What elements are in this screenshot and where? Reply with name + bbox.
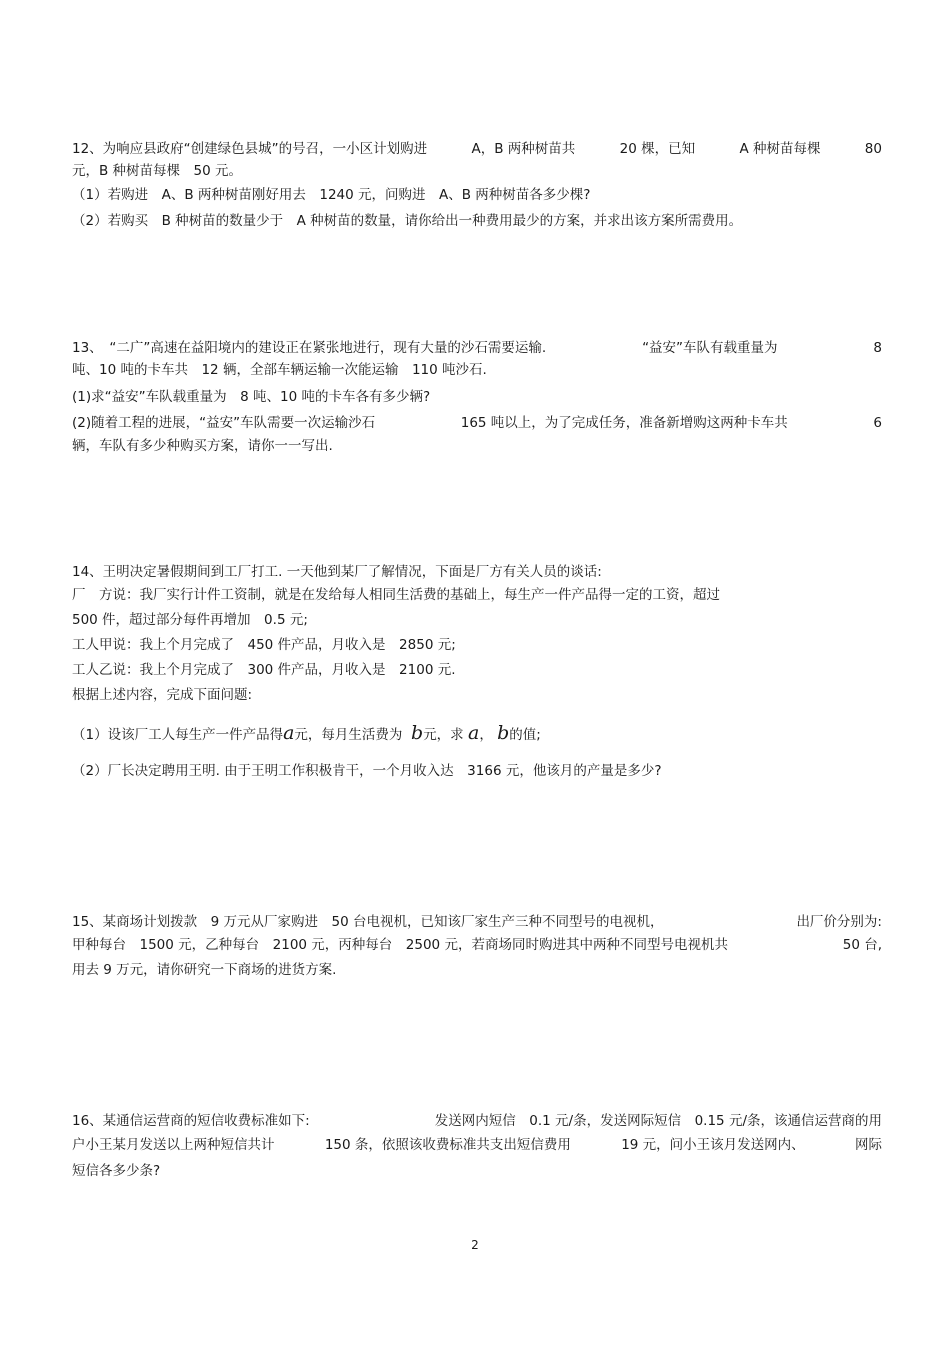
q12-line-4: （2）若购买 B 种树苗的数量少于 A 种树苗的数量，请你给出一种费用最少的方案，并求出该方案所需费用。 [72,213,743,229]
text-segment: 19 元，问小王该月发送网内、 [621,1137,805,1153]
variable-b: b [497,722,510,744]
text-segment: “益安”车队有载重量为 [642,340,778,356]
text-segment: 20 棵，已知 [619,141,696,157]
q12-line-1 [72,140,882,158]
q12-line-3: （1）若购进 A、B 两种树苗刚好用去 1240 元，问购进 A、B 两种树苗各多少棵? [72,187,591,203]
q16-line-3: 短信各多少条? [72,1163,161,1179]
page-number: 2 [471,1238,479,1252]
text-segment: 户小王某月发送以上两种短信共计 [72,1137,275,1153]
q14-line-1: 14、王明决定暑假期间到工厂打工. 一天他到某厂了解情况，下面是厂方有关人员的谈话: [72,564,602,580]
q14-line-6: 根据上述内容，完成下面问题: [72,687,253,703]
q15-line-3: 用去 9 万元，请你研究一下商场的进货方案. [72,962,337,978]
text-segment: 6 [873,415,882,431]
text-segment: 13、 “二广”高速在益阳境内的建设正在紧张地进行，现有大量的沙石需要运输. [72,340,547,356]
variable-a: a [283,722,295,744]
text-segment: A，B 两种树苗共 [471,141,576,157]
q14-line-8: （2）厂长决定聘用王明. 由于王明工作积极肯干，一个月收入达 3166 元，他该月的产量是多少? [72,763,662,779]
text-segment: A 种树苗每棵 [739,141,821,157]
q13-line-3: (1)求“益安”车队载重量为 8 吨、10 吨的卡车各有多少辆? [72,389,431,405]
q16-line-2 [72,1136,882,1154]
q14-line-2: 厂 方说：我厂实行计件工资制，就是在发给每人相同生活费的基础上，每生产一件产品得一定的工资，超过 [72,587,720,603]
q14-line-3: 500 件，超过部分每件再增加 0.5 元; [72,612,308,628]
text-segment: 16、某通信运营商的短信收费标准如下: [72,1113,310,1129]
text-segment: 12、为响应县政府“创建绿色县城”的号召，一小区计划购进 [72,141,428,157]
text-segment: 50 台, [842,937,882,953]
q12-line-2: 元，B 种树苗每棵 50 元。 [72,163,243,179]
q14-line-7 [72,724,882,744]
text-segment: (2)随着工程的进展，“益安”车队需要一次运输沙石 [72,415,376,431]
q13-line-4 [72,414,882,432]
q15-line-1 [72,913,882,931]
text-segment: 165 吨以上，为了完成任务，准备新增购这两种卡车共 [460,415,788,431]
variable-a: a [467,722,480,744]
text-segment: 15、某商场计划拨款 9 万元从厂家购进 50 台电视机，已知该厂家生产三种不同型号的电视机， [72,914,664,930]
variable-b: b [411,722,424,744]
q15-line-2 [72,936,882,954]
text-segment: 元，求 [423,727,464,743]
text-segment: 网际 [854,1137,882,1153]
text-segment: ， [479,727,493,743]
q14-line-4: 工人甲说：我上个月完成了 450 件产品，月收入是 2850 元; [72,637,456,653]
text-segment: 的值; [509,727,541,743]
q13-line-2: 吨、10 吨的卡车共 12 辆，全部车辆运输一次能运输 110 吨沙石. [72,362,487,378]
text-segment: 8 [873,340,882,356]
text-segment: 发送网内短信 0.1 元/条，发送网际短信 0.15 元/条，该通信运营商的用 [434,1113,882,1129]
q13-line-5: 辆，车队有多少种购买方案，请你一一写出. [72,438,333,454]
q16-line-1 [72,1112,882,1130]
text-segment: 元，每月生活费为 [294,727,403,743]
text-segment: 80 [864,141,882,157]
q13-line-1 [72,339,882,357]
text-segment: 甲种每台 1500 元，乙种每台 2100 元，丙种每台 2500 元，若商场同时购进其中两种不同型号电视机共 [72,937,728,953]
text-segment: （1）设该厂工人每生产一件产品得 [72,727,284,743]
text-segment: 150 条，依照该收费标准共支出短信费用 [324,1137,571,1153]
q14-line-5: 工人乙说：我上个月完成了 300 件产品，月收入是 2100 元. [72,662,456,678]
text-segment: 出厂价分别为: [796,914,882,930]
